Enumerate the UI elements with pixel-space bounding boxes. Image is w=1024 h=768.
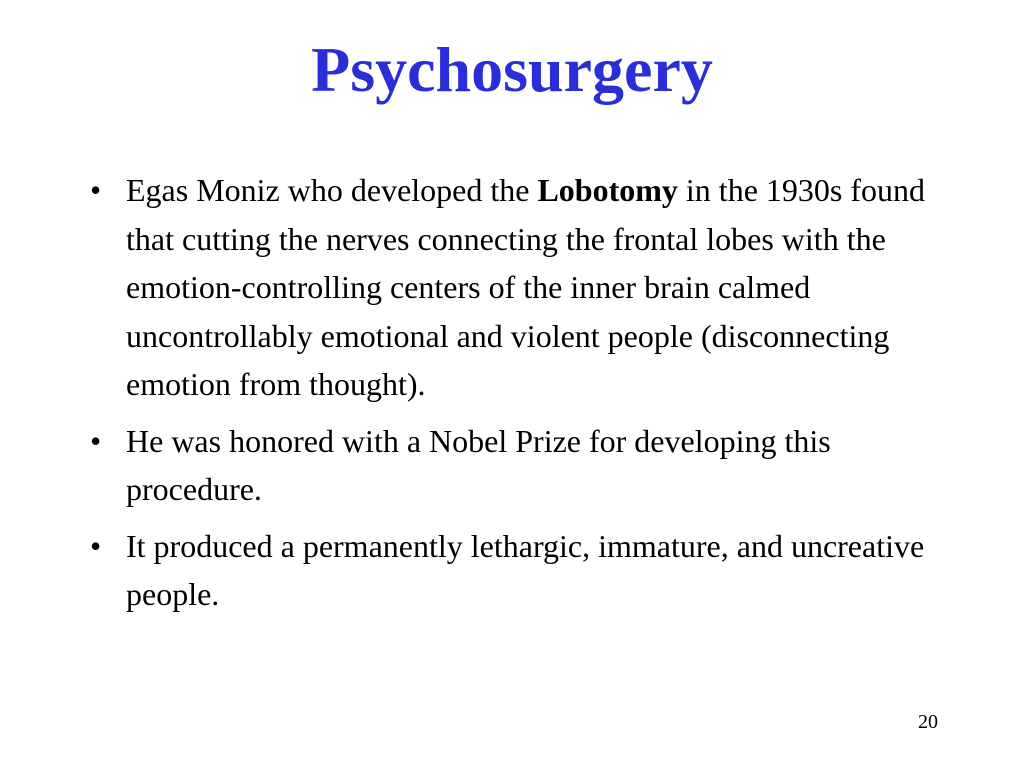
bullet-1-text-before: Egas Moniz who developed the bbox=[126, 172, 538, 208]
bullet-item-1 bbox=[90, 166, 950, 409]
bullet-marker-icon: • bbox=[90, 527, 102, 564]
bullet-1-text-after: in the 1930s found that cutting the nerves connecting the frontal lobes with the emotion-controlling centers of the inner brain calmed uncontrollably emotional and violent people (disconnecting emotion from thought). bbox=[126, 172, 925, 402]
bullet-list bbox=[90, 166, 950, 627]
bullet-item-3 bbox=[90, 522, 950, 619]
bullet-item-2 bbox=[90, 417, 950, 514]
page-number: 20 bbox=[918, 711, 938, 733]
bullet-marker-icon: • bbox=[90, 422, 102, 459]
slide-title: Psychosurgery bbox=[311, 34, 713, 105]
bullet-3-text: It produced a permanently lethargic, immature, and uncreative people. bbox=[126, 527, 925, 612]
bullet-marker-icon: • bbox=[90, 172, 102, 208]
bullet-2-text: He was honored with a Nobel Prize for developing this procedure. bbox=[126, 422, 831, 507]
bullet-1-bold-term: Lobotomy bbox=[537, 172, 678, 208]
